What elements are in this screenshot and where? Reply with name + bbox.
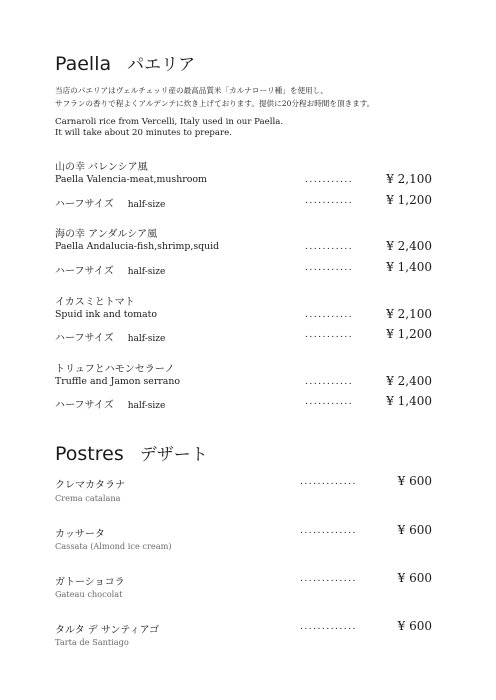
paella-title-jp: パエリア: [127, 55, 196, 75]
item-price: ¥ 2,100: [386, 172, 432, 186]
item-name-en: Paella Valencia-meat,mushroom: [55, 174, 207, 185]
half-size-jp: ハーフサイズ: [55, 400, 114, 411]
price-leader: ...........: [305, 376, 354, 387]
paella-item-row: [55, 174, 432, 188]
price-leader: .............: [300, 621, 357, 632]
dessert-name-en: Gateau chocolat: [55, 589, 123, 599]
paella-intro-2: サフランの香りで程よくアルデンテに炊き上げております。提供に20分程お時間を頂きます。: [55, 99, 375, 108]
paella-item-title: [55, 360, 432, 374]
half-size-price: ¥ 1,400: [386, 394, 432, 408]
paella-half-row: [55, 195, 432, 209]
half-size-label: [55, 262, 165, 277]
half-size-jp: ハーフサイズ: [55, 199, 114, 210]
paella-item-title: [55, 225, 432, 239]
half-size-price: ¥ 1,200: [386, 193, 432, 207]
half-size-label: [55, 329, 165, 344]
dessert-row: [55, 476, 432, 490]
paella-half-row: [55, 329, 432, 343]
item-name-en: Truffle and Jamon serrano: [55, 376, 181, 387]
price-leader: .............: [300, 573, 357, 584]
paella-item-row: [55, 376, 432, 390]
price-leader: ...........: [305, 174, 354, 185]
half-size-label: [55, 396, 165, 411]
price-leader: ...........: [305, 195, 354, 206]
half-size-price: ¥ 1,400: [386, 260, 432, 274]
half-size-price: ¥ 1,200: [386, 327, 432, 341]
item-name-jp: トリュフとハモンセラーノ: [55, 364, 175, 375]
dessert-row: [55, 573, 432, 587]
price-leader: ...........: [305, 241, 354, 252]
paella-item-title: [55, 293, 432, 307]
postres-title: Postres: [55, 443, 124, 465]
postres-heading: [55, 440, 208, 465]
half-size-jp: ハーフサイズ: [55, 266, 114, 277]
price-leader: ...........: [305, 309, 354, 320]
half-size-en: half-size: [127, 200, 166, 210]
dessert-name-jp: ガトーショコラ: [55, 577, 125, 588]
price-leader: ...........: [305, 329, 354, 340]
item-price: ¥ 2,100: [386, 307, 432, 321]
paella-item-title: [55, 158, 432, 172]
dessert-name-en: Cassata (Almond ice cream): [55, 541, 172, 551]
item-name-jp: イカスミとトマト: [55, 297, 135, 308]
paella-note-2: It will take about 20 minutes to prepare.: [55, 128, 232, 138]
dessert-price: ¥ 600: [397, 523, 432, 537]
price-leader: ...........: [305, 396, 354, 407]
price-leader: .............: [300, 525, 357, 536]
paella-title: Paella: [55, 53, 112, 75]
dessert-name-jp: クレマカタラナ: [55, 480, 125, 491]
paella-heading: [55, 50, 195, 75]
half-size-label: [55, 195, 165, 210]
half-size-jp: ハーフサイズ: [55, 333, 114, 344]
price-leader: .............: [300, 476, 357, 487]
dessert-name-jp: タルタ デ サンティアゴ: [55, 625, 160, 636]
item-price: ¥ 2,400: [386, 239, 432, 253]
paella-half-row: [55, 262, 432, 276]
paella-intro-1: 当店のパエリアはヴェルチェッリ産の最高品質米「カルナローリ種」を使用し、: [55, 86, 328, 95]
half-size-en: half-size: [127, 401, 166, 411]
dessert-row: [55, 621, 432, 635]
paella-item-row: [55, 241, 432, 255]
item-name-jp: 山の幸 バレンシア風: [55, 162, 148, 173]
dessert-price: ¥ 600: [397, 619, 432, 633]
paella-half-row: [55, 396, 432, 410]
half-size-en: half-size: [127, 334, 166, 344]
dessert-name-jp: カッサータ: [55, 529, 105, 540]
postres-title-jp: デザート: [139, 445, 208, 465]
paella-note-1: Carnaroli rice from Vercelli, Italy used in our Paella.: [55, 117, 284, 127]
dessert-name-en: Crema catalana: [55, 493, 121, 503]
price-leader: ...........: [305, 262, 354, 273]
item-name-jp: 海の幸 アンダルシア風: [55, 229, 158, 240]
item-price: ¥ 2,400: [386, 374, 432, 388]
half-size-en: half-size: [127, 267, 166, 277]
dessert-row: [55, 525, 432, 539]
dessert-name-en: Tarta de Santiago: [55, 637, 129, 647]
dessert-price: ¥ 600: [397, 571, 432, 585]
dessert-price: ¥ 600: [397, 474, 432, 488]
item-name-en: Spuid ink and tomato: [55, 309, 158, 320]
paella-item-row: [55, 309, 432, 323]
item-name-en: Paella Andalucia-fish,shrimp,squid: [55, 241, 220, 252]
